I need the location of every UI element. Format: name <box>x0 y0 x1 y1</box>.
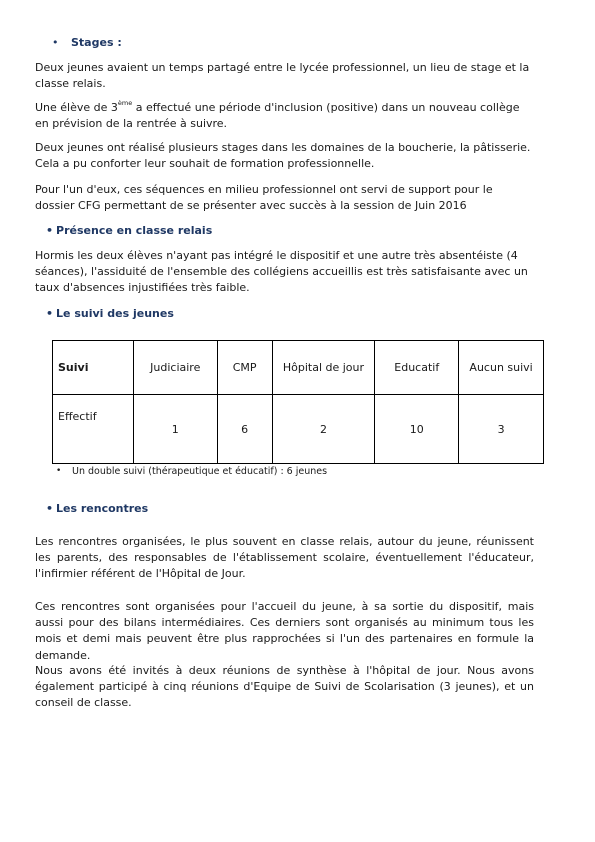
presence-heading <box>46 224 212 237</box>
table-header-cell: CMP <box>217 341 272 395</box>
suivi-note: Un double suivi (thérapeutique et éducatif) : 6 jeunes <box>72 466 328 477</box>
stages-paragraph-4: Pour l'un d'eux, ces séquences en milieu professionnel ont servi de support pour le dossier CFG permettant de se présenter avec succès à la session de Juin 2016 <box>35 183 493 213</box>
presence-title: Présence en classe relais <box>56 224 213 237</box>
table-cell: 2 <box>272 395 375 464</box>
table-header-cell: Suivi <box>53 341 134 395</box>
stages-paragraph-2-end: a effectué une période d'inclusion (positive) dans un nouveau collège en prévision de la rentrée à suivre. <box>35 101 520 131</box>
stages-bullet: • <box>52 36 59 49</box>
table-cell: 6 <box>217 395 272 464</box>
table-header-cell: Hôpital de jour <box>272 341 375 395</box>
suivi-heading <box>46 307 174 320</box>
suivi-table-header-row <box>53 341 544 395</box>
presence-paragraph: Hormis les deux élèves n'ayant pas intégré le dispositif et une autre très absentéiste (4 séances), l'assiduité de l'ensemble des collégiens accueillis est très satisfaisante avec un taux d'absences injustifiées très faible. <box>35 249 528 295</box>
table-header-cell: Educatif <box>375 341 459 395</box>
table-cell: 3 <box>459 395 544 464</box>
stages-paragraph-2-start: Une élève de 3 <box>35 101 118 114</box>
presence-bullet: • <box>46 224 54 237</box>
stages-heading: Stages : <box>71 36 122 49</box>
suivi-note-bullet: • <box>56 466 62 476</box>
stages-paragraph-2 <box>35 100 534 132</box>
rencontres-paragraph-2: Ces rencontres sont organisées pour l'accueil du jeune, à sa sortie du dispositif, mais aussi pour des bilans intermédiaires. Ces derniers sont organisés au minimum tous les mois et demi mais peuvent être plus rapprochées si l'un des partenaires en formule la demande. <box>35 600 534 662</box>
table-header-cell: Judiciaire <box>133 341 217 395</box>
suivi-bullet: • <box>46 307 54 320</box>
stages-paragraph-3: Deux jeunes ont réalisé plusieurs stages dans les domaines de la boucherie, la pâtisserie. Cela a pu conforter leur souhait de formation professionnelle. <box>35 141 531 171</box>
suivi-table <box>52 340 544 464</box>
table-cell: 10 <box>375 395 459 464</box>
table-cell: 1 <box>133 395 217 464</box>
stages-paragraph-2-sup: ème <box>117 99 133 108</box>
suivi-table-row <box>53 395 544 464</box>
table-header-cell: Aucun suivi <box>459 341 544 395</box>
rencontres-title: Les rencontres <box>56 502 149 515</box>
rencontres-paragraph-1: Les rencontres organisées, le plus souvent en classe relais, autour du jeune, réunissent les parents, des responsables de l'établissement scolaire, éventuellement l'éducateur, l'infirmier référent de l'Hôpital de Jour. <box>35 535 534 581</box>
rencontres-paragraph-3: Nous avons été invités à deux réunions de synthèse à l'hôpital de jour. Nous avons également participé à cinq réunions d'Equipe de Suivi de Scolarisation (3 jeunes), et un conseil de classe. <box>35 664 534 710</box>
rencontres-bullet: • <box>46 502 54 515</box>
rencontres-heading <box>46 502 148 515</box>
stages-paragraph-1: Deux jeunes avaient un temps partagé entre le lycée professionnel, un lieu de stage et la classe relais. <box>35 61 530 91</box>
suivi-title: Le suivi des jeunes <box>56 307 174 320</box>
table-cell: Effectif <box>53 395 134 464</box>
